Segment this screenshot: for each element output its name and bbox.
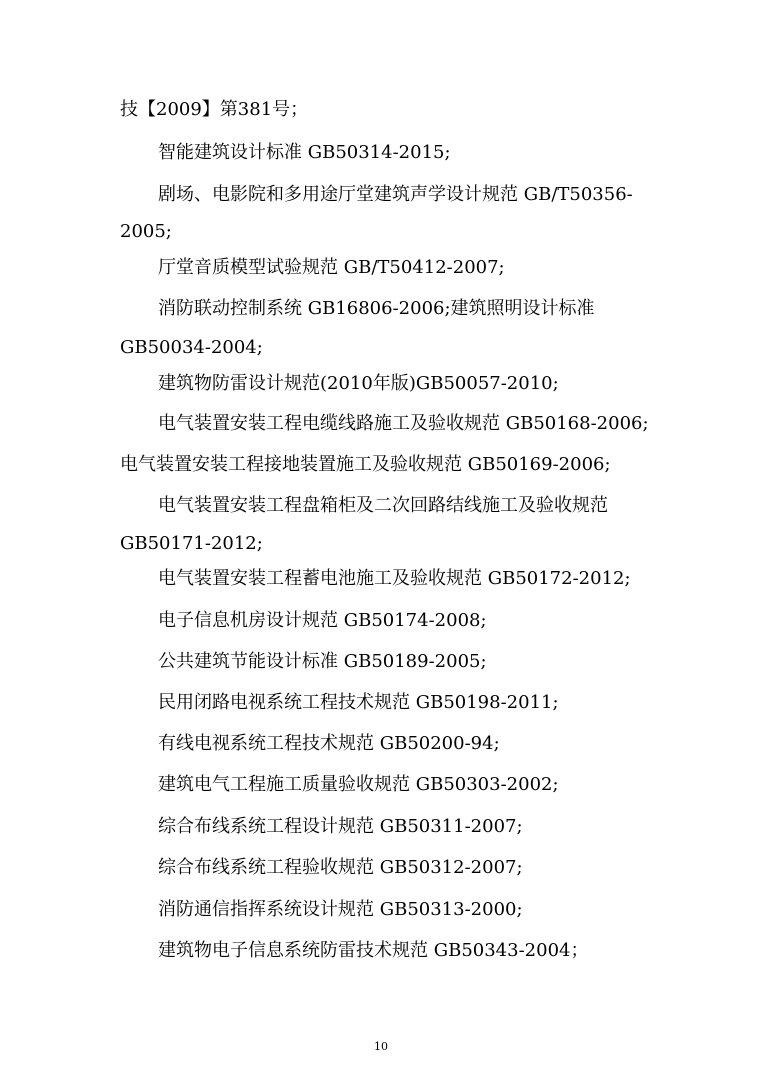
- text-line: 电气装置安装工程盘箱柜及二次回路结线施工及验收规范: [158, 495, 608, 516]
- text-line: 智能建筑设计标准 GB50314-2015;: [158, 142, 451, 163]
- text-line: GB50171-2012;: [120, 533, 263, 554]
- text-line: 消防通信指挥系统设计规范 GB50313-2000;: [158, 899, 523, 920]
- text-line: 剧场、电影院和多用途厅堂建筑声学设计规范 GB/T50356-: [158, 184, 633, 205]
- text-line: 电气装置安装工程接地装置施工及验收规范 GB50169-2006;: [120, 454, 611, 475]
- text-line: 电气装置安装工程电缆线路施工及验收规范 GB50168-2006;: [158, 413, 649, 434]
- text-line: 综合布线系统工程设计规范 GB50311-2007;: [158, 816, 523, 837]
- text-line: 电子信息机房设计规范 GB50174-2008;: [158, 610, 487, 631]
- text-line: 厅堂音质模型试验规范 GB/T50412-2007;: [158, 257, 505, 278]
- text-line: 综合布线系统工程验收规范 GB50312-2007;: [158, 857, 523, 878]
- page-number: 10: [374, 1040, 388, 1053]
- text-line: 建筑物防雷设计规范(2010年版)GB50057-2010;: [158, 373, 559, 394]
- text-line: 技【2009】第381号；: [120, 99, 309, 120]
- text-line: 2005;: [120, 221, 172, 242]
- text-line: 消防联动控制系统 GB16806-2006;建筑照明设计标准: [158, 298, 595, 319]
- text-line: GB50034-2004;: [120, 337, 263, 358]
- text-line: 公共建筑节能设计标准 GB50189-2005;: [158, 651, 487, 672]
- text-line: 建筑物电子信息系统防雷技术规范 GB50343-2004；: [158, 940, 589, 961]
- text-line: 有线电视系统工程技术规范 GB50200-94;: [158, 733, 500, 754]
- text-line: 电气装置安装工程蓄电池施工及验收规范 GB50172-2012;: [158, 568, 631, 589]
- text-line: 建筑电气工程施工质量验收规范 GB50303-2002;: [158, 774, 559, 795]
- text-line: 民用闭路电视系统工程技术规范 GB50198-2011;: [158, 692, 559, 713]
